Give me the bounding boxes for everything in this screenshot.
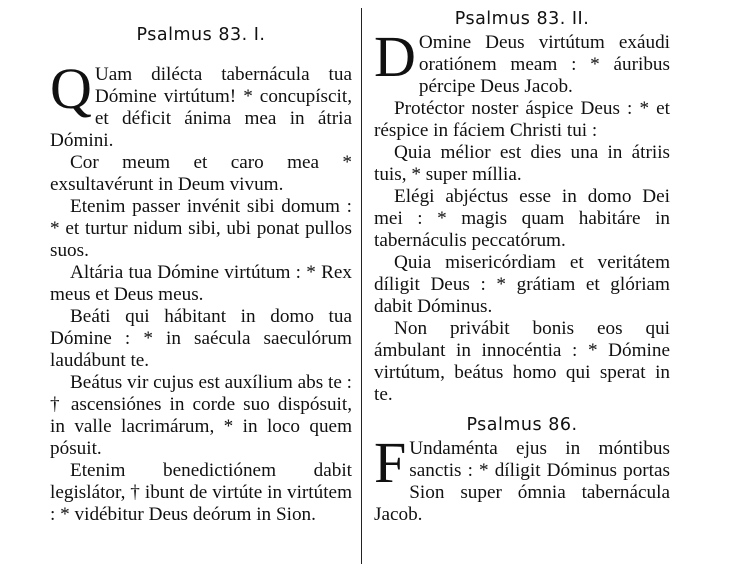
verse-text: Cor meum et caro mea * exsultavérunt in Deum vivum. [50,152,352,195]
right-column [374,0,670,526]
verse [374,24,670,98]
psalm-83-ii-heading: Psalmus 83. II. [454,9,590,29]
verse-text: Etenim benedictiónem dabit legislátor, † ibunt de virtúte in virtútem : * vidébitur Deus deórum in Sion. [50,460,352,525]
drop-cap-initial: D [374,24,416,89]
psalm-83-ii-verses [374,24,670,406]
verse [374,186,670,252]
verse [374,98,670,142]
verse-text: Protéctor noster áspice Deus : * et réspice in fáciem Christi tui : [374,98,670,141]
verse-text: Beáti qui hábitant in domo tua Dómine : * in saécula saeculórum laudábunt te. [50,306,352,371]
verse [50,196,352,262]
column-divider [361,8,362,564]
verse-text: Elégi abjéctus esse in domo Dei mei : * magis quam habitáre in tabernáculis peccatórum. [374,186,670,251]
verse-text: Undaménta ejus in móntibus sanctis : * díligit Dóminus portas Sion super ómnia tabernácula Jacob. [374,438,670,525]
verse [374,252,670,318]
verse [50,262,352,306]
verse-text: Quia mélior est dies una in átriis tuis, * super míllia. [374,142,670,185]
drop-cap-initial: Q [50,56,92,121]
verse-text: Non privábit bonis eos qui ámbulant in innocéntia : * Dómine virtútum, beátus homo qui sperat in te. [374,318,670,405]
verse [374,318,670,406]
psalm-83-i-heading: Psalmus 83. I. [136,25,266,45]
verse-text: Omine Deus virtútum exáudi oratiónem meam : * áuribus pércipe Deus Jacob. [418,32,670,97]
verse-text: Quia misericórdiam et veritátem díligit Deus : * grátiam et glóriam dabit Dóminus. [374,252,670,317]
verse [50,56,352,152]
drop-cap-initial: F [374,430,407,495]
verse [50,372,352,460]
verse-text: Uam diléсta tabernácula tua Dómine virtútum! * concupíscit, et déficit ánima mea in átria Dómini. [50,64,352,151]
psalm-86-verses [374,430,670,526]
verse [50,306,352,372]
psalm-86-heading: Psalmus 86. [466,415,578,435]
left-column [50,0,352,526]
psalm-83-i-verses [50,56,352,526]
verse [50,152,352,196]
verse [50,460,352,526]
verse [374,430,670,526]
verse [374,142,670,186]
verse-text: Etenim passer invénit sibi domum : * et turtur nidum sibi, ubi ponat pullos suos. [50,196,352,261]
verse-text: Beátus vir cujus est auxílium abs te : † ascensiónes in corde suo dispósuit, in valle lacrimárum, * in loco quem pósuit. [50,372,352,459]
verse-text: Altária tua Dómine virtútum : * Rex meus et Deus meus. [50,262,352,305]
